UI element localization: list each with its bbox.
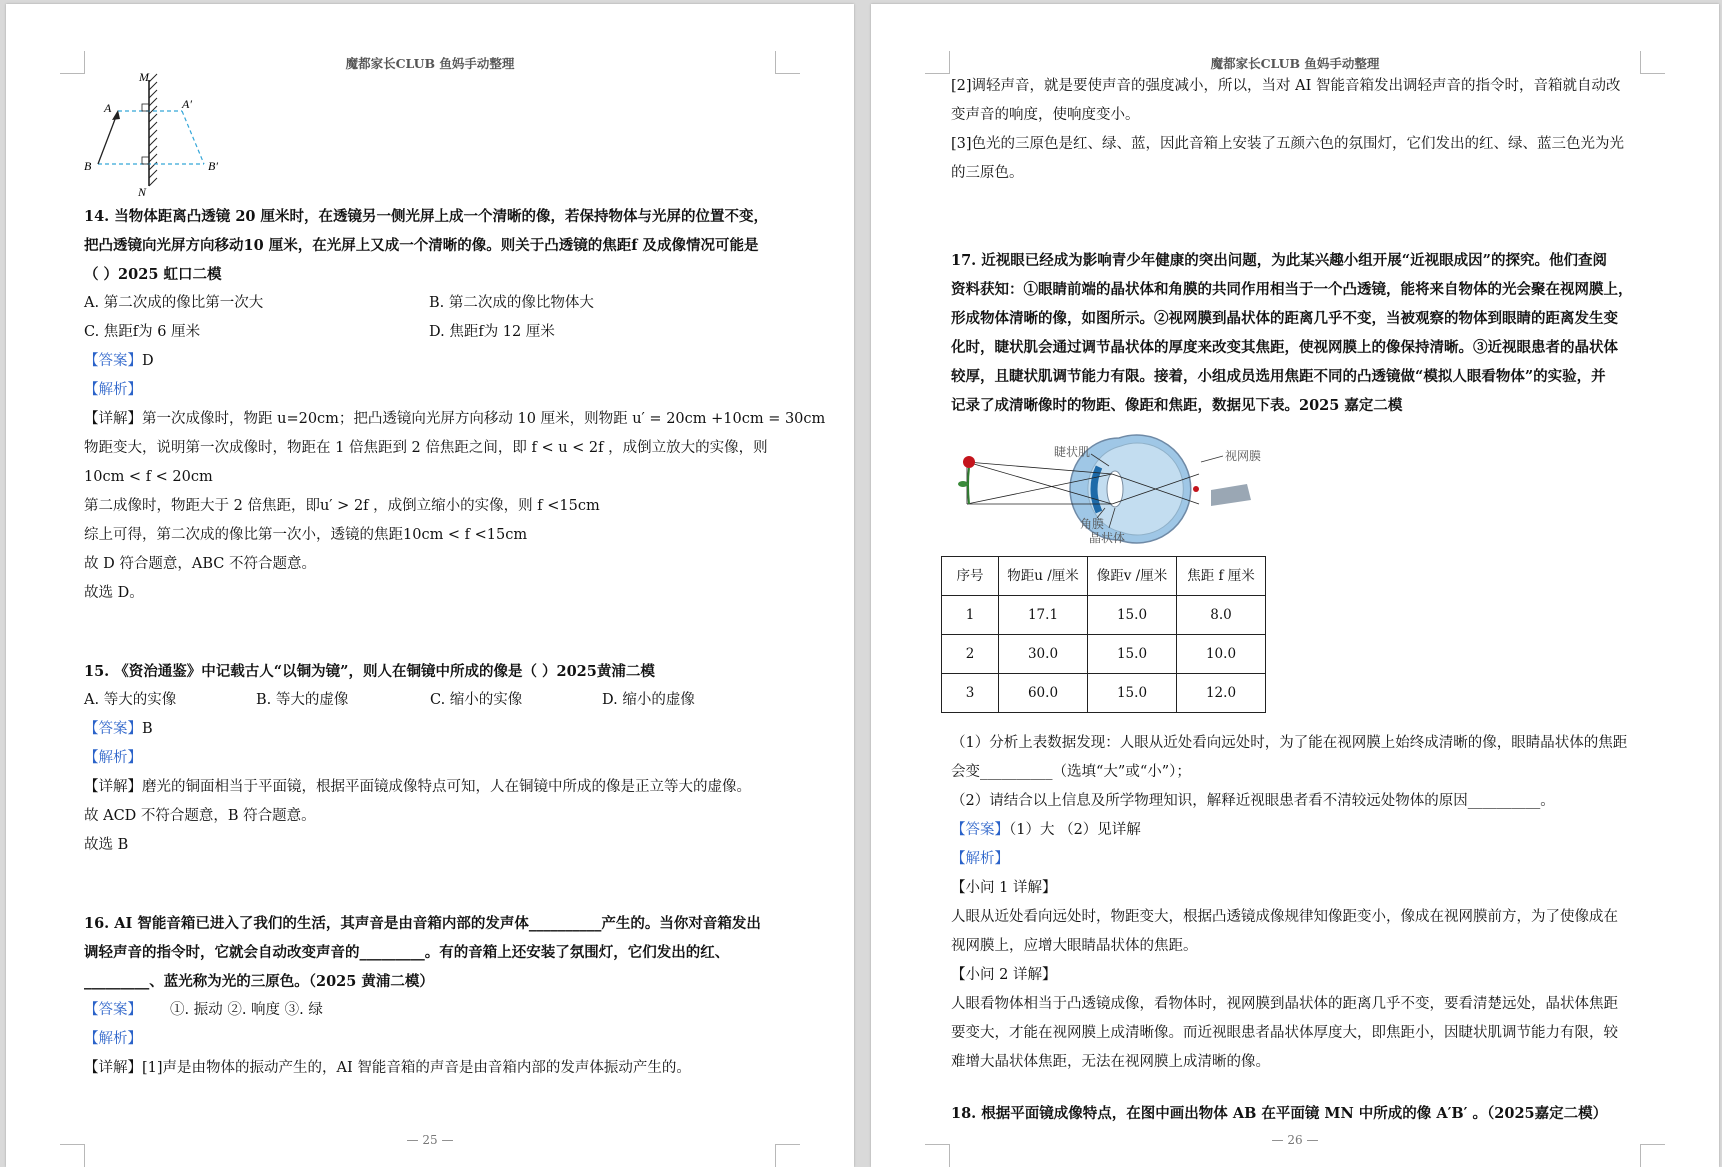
table-row	[942, 596, 1266, 635]
table-cell: 12.0	[1177, 674, 1266, 713]
table-cell: 15.0	[1088, 635, 1177, 674]
page-25	[6, 4, 854, 1167]
q14-answer	[84, 347, 778, 376]
q17	[951, 246, 1647, 1077]
table-cell: 15.0	[1088, 674, 1177, 713]
crop-mark	[925, 1144, 950, 1167]
q17-stem-line: 17. 近视眼已经成为影响青少年健康的突出问题，为此某兴趣小组开展“近视眼成因”的探究。他们查阅	[951, 252, 1607, 269]
q14-option-d: D. 焦距f为 12 厘米	[429, 324, 555, 340]
table-header-cell: 序号	[942, 557, 999, 596]
q14-options-row	[84, 318, 778, 347]
table-cell: 1	[942, 596, 999, 635]
q14-detail-line: 【详解】第一次成像时，物距 u=20cm；把凸透镜向光屏方向移动 10 厘米，则物距 u′ = 20cm +10cm = 30cm	[84, 411, 826, 427]
table-cell: 8.0	[1177, 596, 1266, 635]
q14-options-row	[84, 289, 778, 318]
q16-stem-line: 调轻声音的指令时，它就会自动改变声音的_________。有的音箱上还安装了氛围灯，它们发出的红、	[84, 944, 730, 961]
label-a: A	[104, 101, 112, 115]
table-cell: 60.0	[999, 674, 1088, 713]
q16-detail-cont: [3]色光的三原色是红、绿、蓝，因此音箱上安装了五颜六色的氛围灯，它们发出的红、绿、蓝三色光为光	[951, 136, 1625, 152]
answer-label: 【答案】	[84, 353, 142, 369]
label-m: M	[139, 70, 149, 84]
label-cornea: 角膜	[1080, 517, 1105, 531]
q16	[84, 909, 778, 1083]
page-26	[871, 4, 1719, 1167]
q17-stem-line: 较厚，且睫状肌调节能力有限。接着，小组成员选用焦距不同的凸透镜做“模拟人眼看物体”的实验，并	[951, 368, 1606, 385]
q16-stem-line: 16. AI 智能音箱已进入了我们的生活，其声音是由音箱内部的发声体__________产生的。当你对音箱发出	[84, 915, 761, 932]
q17-stem-line: 记录了成清晰像时的物距、像距和焦距，数据见下表。2025 嘉定二模	[951, 397, 1403, 414]
q17-stem-line: 资料获知：①眼睛前端的晶状体和角膜的共同作用相当于一个凸透镜，能将来自物体的光会聚在视网膜上，	[951, 281, 1633, 298]
q17-answer	[951, 816, 1647, 845]
table-header-row	[942, 557, 1266, 596]
label-retina: 视网膜	[1225, 449, 1262, 463]
q16-detail-cont: 变声音的响度，使响度变小。	[951, 107, 1140, 123]
q15-answer	[84, 715, 778, 744]
label-n: N	[138, 185, 147, 199]
q17-sub1-line: 视网膜上，应增大眼睛晶状体的焦距。	[951, 938, 1198, 954]
eye-diagram	[949, 432, 1269, 544]
page-26-content	[951, 72, 1647, 1128]
q15-option-a: A. 等大的实像	[84, 692, 177, 708]
q17-part-line: （2）请结合以上信息及所学物理知识，解释近视眼患者看不清较远处物体的原因__________。	[951, 793, 1555, 809]
q17-sub1-line: 人眼从近处看向远处时，物距变大，根据凸透镜成像规律知像距变小，像成在视网膜前方，为了使像成在	[951, 909, 1618, 925]
answer-label: 【答案】	[84, 1002, 142, 1018]
q15-analysis-label: 【解析】	[84, 750, 142, 766]
table-cell: 10.0	[1177, 635, 1266, 674]
page-25-content	[84, 202, 826, 1083]
q14-stem-line: 14. 当物体距离凸透镜 20 厘米时，在透镜另一侧光屏上成一个清晰的像，若保持物体与光屏的位置不变，	[84, 208, 769, 225]
label-lens: 晶状体	[1089, 531, 1126, 544]
q15-stem: 15. 《资治通鉴》中记载古人“以铜为镜”，则人在铜镜中所成的像是（ ）2025黄浦二模	[84, 663, 655, 680]
q17-sub2-line: 人眼看物体相当于凸透镜成像，看物体时，视网膜到晶状体的距离几乎不变，要看清楚远处，晶状体焦距	[951, 996, 1618, 1012]
plane-mirror-figure	[84, 70, 244, 200]
answer-label: 【答案】	[951, 822, 1009, 838]
q14-detail-line: 第二成像时，物距大于 2 倍焦距，即u′ > 2f ，成倒立缩小的实像，则 f <15cm	[84, 498, 600, 514]
table-cell: 17.1	[999, 596, 1088, 635]
q15-option-b: B. 等大的虚像	[256, 692, 349, 708]
table-row	[942, 635, 1266, 674]
q15-detail-line: 故 ACD 不符合题意，B 符合题意。	[84, 808, 316, 824]
q16-detail-line: 【详解】[1]声是由物体的振动产生的，AI 智能音箱的声音是由音箱内部的发声体振动产生的。	[84, 1060, 691, 1076]
crop-mark	[775, 1144, 800, 1167]
answer-value: D	[142, 353, 154, 369]
page-header: 魔都家长CLUB 鱼妈手动整理	[345, 56, 515, 71]
q14-detail-line: 物距变大，说明第一次成像时，物距在 1 倍焦距到 2 倍焦距之间，即 f < u < 2f ，成倒立放大的实像，则	[84, 440, 768, 456]
q14-option-a: A. 第二次成的像比第一次大	[84, 295, 264, 311]
label-b: B	[84, 159, 92, 173]
q15-detail-line: 故选 B	[84, 837, 129, 853]
q17-sub1-label: 【小问 1 详解】	[951, 880, 1057, 896]
table-cell: 15.0	[1088, 596, 1177, 635]
label-b-prime: B′	[208, 159, 218, 173]
q17-sub2-line: 要变大，才能在视网膜上成清晰像。而近视眼患者晶状体厚度大，即焦距小，因睫状肌调节能力有限，较	[951, 1025, 1618, 1041]
table-row	[942, 674, 1266, 713]
table-header-cell: 焦距 f 厘米	[1177, 557, 1266, 596]
crop-mark	[60, 1144, 85, 1167]
q15-option-d: D. 缩小的虚像	[602, 692, 695, 708]
label-ciliary-muscle: 睫状肌	[1054, 445, 1091, 459]
answer-value: ①. 振动 ②. 响度 ③. 绿	[170, 1002, 323, 1018]
table-cell: 30.0	[999, 635, 1088, 674]
page-number: — 26 —	[1271, 1133, 1319, 1147]
q16-detail-cont: 的三原色。	[951, 165, 1024, 181]
q14-stem-line: （ ）2025 虹口二模	[84, 266, 222, 283]
q14	[84, 202, 826, 608]
q16-answer	[84, 996, 778, 1025]
answer-value: （1）大 （2）见详解	[1009, 822, 1141, 838]
q16-analysis-label: 【解析】	[84, 1031, 142, 1047]
table-cell: 3	[942, 674, 999, 713]
q14-analysis-label: 【解析】	[84, 382, 142, 398]
q17-part-line: （1）分析上表数据发现：人眼从近处看向远处时，为了能在视网膜上始终成清晰的像，眼睛晶状体的焦距	[951, 735, 1628, 751]
crop-mark	[1640, 1144, 1665, 1167]
q15-option-c: C. 缩小的实像	[430, 692, 523, 708]
q18-stem: 18. 根据平面镜成像特点，在图中画出物体 AB 在平面镜 MN 中所成的像 A′B′ 。（2025嘉定二模）	[951, 1105, 1608, 1122]
q15-detail-line: 【详解】磨光的铜面相当于平面镜，根据平面镜成像特点可知，人在铜镜中所成的像是正立等大的虚像。	[84, 779, 751, 795]
q17-sub2-line: 难增大晶状体焦距，无法在视网膜上成清晰的像。	[951, 1054, 1270, 1070]
q14-option-b: B. 第二次成的像比物体大	[429, 295, 594, 311]
q17-stem-line: 形成物体清晰的像，如图所示。②视网膜到晶状体的距离几乎不变，当被观察的物体到眼睛的距离发生变	[951, 310, 1618, 327]
q14-detail-line: 综上可得，第二次成的像比第一次小，透镜的焦距10cm < f <15cm	[84, 527, 528, 543]
page-number: — 25 —	[406, 1133, 454, 1147]
table-header-cell: 像距v /厘米	[1088, 557, 1177, 596]
q14-detail-line: 10cm < f < 20cm	[84, 469, 213, 485]
q16-detail-cont: [2]调轻声音，就是要使声音的强度减小，所以，当对 AI 智能音箱发出调轻声音的指令时，音箱就自动改	[951, 78, 1621, 94]
q14-stem-line: 把凸透镜向光屏方向移动10 厘米，在光屏上又成一个清晰的像。则关于凸透镜的焦距f 及成像情况可能是	[84, 237, 759, 254]
q17-analysis-label: 【解析】	[951, 851, 1009, 867]
q14-detail-line: 故选 D。	[84, 585, 144, 601]
answer-value: B	[142, 721, 153, 737]
q14-option-c: C. 焦距f为 6 厘米	[84, 324, 201, 340]
q14-detail-line: 故 D 符合题意，ABC 不符合题意。	[84, 556, 316, 572]
label-a-prime: A′	[182, 97, 192, 111]
table-header-cell: 物距u /厘米	[999, 557, 1088, 596]
q16-stem-line: _________、蓝光称为光的三原色。（2025 黄浦二模）	[84, 973, 434, 990]
page-header: 魔都家长CLUB 鱼妈手动整理	[1210, 56, 1380, 71]
q15	[84, 657, 778, 860]
q15-options-row	[84, 686, 778, 715]
q17-sub2-label: 【小问 2 详解】	[951, 967, 1057, 983]
answer-label: 【答案】	[84, 721, 142, 737]
q17-stem-line: 化时，睫状肌会通过调节晶状体的厚度来改变其焦距，使视网膜上的像保持清晰。③近视眼患者的晶状体	[951, 339, 1618, 356]
q17-part-line: 会变__________（选填“大”或“小”）；	[951, 764, 1191, 780]
table-cell: 2	[942, 635, 999, 674]
q17-data-table	[941, 556, 1266, 713]
